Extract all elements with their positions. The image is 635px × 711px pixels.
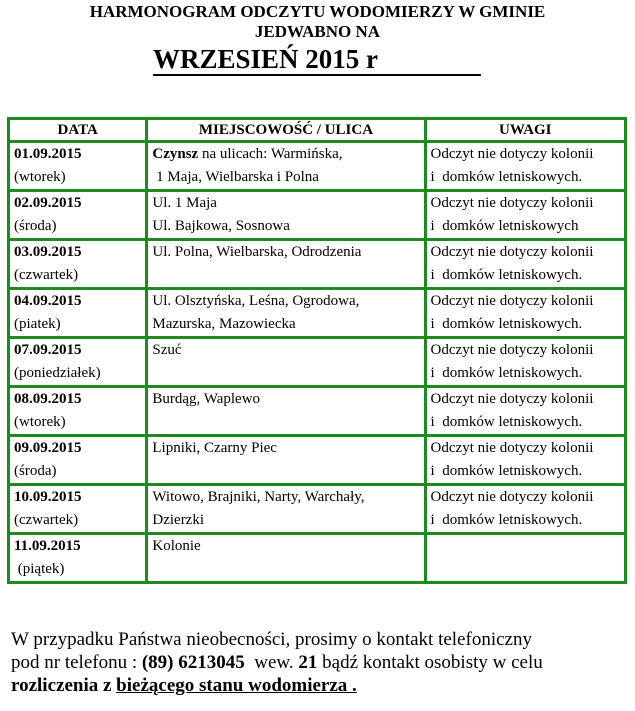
place-line-1: Ul. Polna, Wielbarska, Odrodzenia <box>152 244 362 260</box>
document-title: HARMONOGRAM ODCZYTU WODOMIERZY W GMINIE <box>89 2 546 21</box>
table-row <box>9 240 626 289</box>
date: 03.09.2015 <box>14 244 82 260</box>
note-line-2: i domków letniskowych. <box>430 169 583 185</box>
place-cell <box>147 534 425 583</box>
place-line-1: Szuć <box>152 342 182 358</box>
note-line-1: Odczyt nie dotyczy kolonii <box>430 293 594 309</box>
date: 07.09.2015 <box>14 342 82 358</box>
document-subtitle: JEDWABNO NA <box>254 22 381 41</box>
weekday: (czwartek) <box>14 267 79 283</box>
table-row <box>9 338 626 387</box>
notes-cell <box>425 534 625 583</box>
place-cell <box>147 191 425 240</box>
notes-cell <box>425 240 625 289</box>
column-header-notes: UWAGI <box>425 119 625 142</box>
notes-cell <box>425 191 625 240</box>
note-line-1: Odczyt nie dotyczy kolonii <box>430 440 594 456</box>
note-line-1: Odczyt nie dotyczy kolonii <box>430 489 594 505</box>
contact-line-2 <box>11 651 631 674</box>
place-line-1: Ul. 1 Maja <box>152 195 217 211</box>
contact-note <box>11 628 631 697</box>
notes-cell <box>425 387 625 436</box>
place-line-1: Ul. Olsztyńska, Leśna, Ogrodowa, <box>152 293 360 309</box>
meter-state-text: bieżącego stanu wodomierza . <box>116 675 357 696</box>
ext-label: wew. <box>244 652 299 673</box>
table-row <box>9 387 626 436</box>
contact-line-1: W przypadku Państwa nieobecności, prosimy o kontakt telefoniczny <box>11 629 532 650</box>
date: 04.09.2015 <box>14 293 82 309</box>
notes-cell <box>425 485 625 534</box>
weekday: (poniedziałek) <box>14 365 101 381</box>
note-line-2: i domków letniskowych. <box>430 512 583 528</box>
weekday: (piatek) <box>14 316 61 332</box>
column-header-date: DATA <box>9 119 147 142</box>
date: 08.09.2015 <box>14 391 82 407</box>
date-cell <box>9 142 147 191</box>
place-line-2: Ul. Bajkowa, Sosnowa <box>152 218 290 234</box>
notes-cell <box>425 338 625 387</box>
table-row <box>9 191 626 240</box>
date-cell <box>9 387 147 436</box>
date-cell <box>9 191 147 240</box>
weekday: (wtorek) <box>14 414 66 430</box>
place-cell <box>147 436 425 485</box>
weekday: (piątek) <box>14 561 65 577</box>
date: 11.09.2015 <box>14 538 81 554</box>
extension-number: 21 <box>298 652 318 673</box>
date: 02.09.2015 <box>14 195 82 211</box>
note-line-1: Odczyt nie dotyczy kolonii <box>430 391 594 407</box>
place-line-1: na ulicach: Warmińska, <box>198 146 343 162</box>
note-line-1: Odczyt nie dotyczy kolonii <box>430 146 594 162</box>
phone-number: (89) 6213045 <box>141 652 245 673</box>
place-cell <box>147 142 425 191</box>
contact-line-3 <box>11 674 631 697</box>
note-line-2: i domków letniskowych. <box>430 414 583 430</box>
weekday: (czwartek) <box>14 512 79 528</box>
weekday: (środa) <box>14 463 57 479</box>
date-cell <box>9 485 147 534</box>
date-cell <box>9 338 147 387</box>
place-line-1: Witowo, Brajniki, Narty, Warchały, <box>152 489 365 505</box>
month-heading: WRZESIEŃ 2015 r <box>153 44 481 76</box>
note-line-2: i domków letniskowych. <box>430 463 583 479</box>
weekday: (wtorek) <box>14 169 66 185</box>
table-row <box>9 534 626 583</box>
place-line-2: 1 Maja, Wielbarska i Polna <box>152 169 319 185</box>
place-cell <box>147 485 425 534</box>
contact-text-end: bądź kontakt osobisty w celu <box>317 652 543 673</box>
notes-cell <box>425 436 625 485</box>
table-row <box>9 142 626 191</box>
place-cell <box>147 289 425 338</box>
settlement-text: rozliczenia z <box>11 675 117 696</box>
table-row <box>9 289 626 338</box>
place-line-1: Kolonie <box>152 538 201 554</box>
place-cell <box>147 338 425 387</box>
date: 10.09.2015 <box>14 489 82 505</box>
notes-cell <box>425 289 625 338</box>
place-cell <box>147 387 425 436</box>
note-line-2: i domków letniskowych. <box>430 267 583 283</box>
place-bold: Czynsz <box>152 146 199 162</box>
notes-cell <box>425 142 625 191</box>
contact-text: pod nr telefonu : <box>11 652 142 673</box>
note-line-1: Odczyt nie dotyczy kolonii <box>430 195 594 211</box>
schedule-table <box>7 117 627 584</box>
place-cell <box>147 240 425 289</box>
note-line-1: Odczyt nie dotyczy kolonii <box>430 342 594 358</box>
place-line-2: Dzierzki <box>152 512 205 528</box>
column-header-place: MIEJSCOWOŚĆ / ULICA <box>147 119 425 142</box>
date-cell <box>9 436 147 485</box>
note-line-2: i domków letniskowych. <box>430 316 583 332</box>
table-row <box>9 436 626 485</box>
table-row <box>9 485 626 534</box>
place-line-1: Burdąg, Waplewo <box>152 391 261 407</box>
note-line-1: Odczyt nie dotyczy kolonii <box>430 244 594 260</box>
date-cell <box>9 289 147 338</box>
note-line-2: i domków letniskowych. <box>430 365 583 381</box>
note-line-2: i domków letniskowych <box>430 218 579 234</box>
place-line-1: Lipniki, Czarny Piec <box>152 440 277 456</box>
table-header-row <box>9 119 626 142</box>
date-cell <box>9 534 147 583</box>
date-cell <box>9 240 147 289</box>
place-line-2: Mazurska, Mazowiecka <box>152 316 296 332</box>
date: 09.09.2015 <box>14 440 82 456</box>
date: 01.09.2015 <box>14 146 82 162</box>
weekday: (środa) <box>14 218 57 234</box>
